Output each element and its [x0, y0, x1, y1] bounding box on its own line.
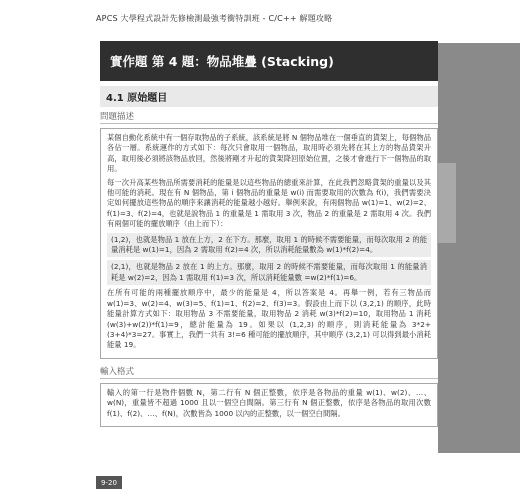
- page-content: [100, 86, 438, 427]
- example-1: (1,2)，也就是物品 1 放在上方，2 在下方。那麼，取用 1 的時候不需要能量，而每次取用 2 的能量消耗是 w(1)=1，因為 2 需取用 f(2)=4 次，所以消耗能量數為 w(1)*f(2)=4。: [107, 233, 431, 258]
- section-heading: 4.1 原始題目: [100, 86, 438, 107]
- input-format-box: [100, 383, 438, 427]
- side-tab-notch: [438, 163, 456, 243]
- problem-label: 問題描述: [100, 110, 438, 124]
- problem-paragraph-3: 在所有可能的兩種擺放順序中，最少的能量是 4，所以答案是 4。再舉一例，若有三物品而 w(1)=3、w(2)=4、w(3)=5、f(1)=1、f(2)=2、f(3)=3。假設由上而下以 (3,2,1) 的順序，此時能量計算方式如下：取用物品 3 不需要能量，取用物品 2 消耗 w(3)*f(2)=10，取用物品 1 消耗 (w(3)+w(2))*f(1)=9，總計能量為 19。如果以 (1,2,3) 的順序，則消耗能量為 3*2+(3+4)*3=27。事實上，我們一共有 3!=6 種可能的擺放順序，其中順序 (3,2,1) 可以得到最小消耗能量 19。: [107, 288, 431, 350]
- problem-paragraph-2: 每一次升高某些物品所需要消耗的能量是以這些物品的總重來計算，在此我們忽略貨架的重量以及其他可能的消耗。現在有 N 個物品，第 i 個物品的重量是 w(i) 而需要取用的次數為 f(i)，我們需要決定如何擺放這些物品的順序來讓消耗的能量越小越好。舉例來說，有兩個物品 w(1)=1、w(2)=2、f(1)=3、f(2)=4，也就是說物品 1 的重量是 1 需取用 3 次，物品 2 的重量是 2 需取用 4 次。我們有兩個可能的擺放順序（由上而下）：: [107, 177, 431, 229]
- problem-box: [100, 128, 438, 359]
- chapter-title-bar: [100, 41, 438, 81]
- chapter-title: 實作題 第 4 題：物品堆疊 (Stacking): [110, 54, 334, 69]
- running-header: APCS 大學程式設計先修檢測最強考衝特訓班 - C/C++ 解題攻略: [96, 14, 333, 23]
- page-number: 9-20: [96, 476, 122, 489]
- input-format-text: 輸入的第一行是物件個數 N，第二行有 N 個正整數，依序是各物品的重量 w(1)、w(2)、…、w(N)，重量皆不超過 1000 且以一個空白間隔。第三行有 N 個正整數，依序是各物品的取用次數 f(1)、f(2)、…、f(N)，次數皆為 1000 以內的正整數，以一個空白間隔。: [107, 387, 431, 418]
- input-format-label: 輸入格式: [100, 365, 438, 379]
- side-tab: [438, 43, 520, 453]
- example-2: (2,1)，也就是物品 2 放在 1 的上方。那麼，取用 2 的時候不需要能量，而每次取用 1 的能量消耗是 w(2)=2，因為 1 需取用 f(1)=3 次，所以消耗能量數 =w(2)*f(1)=6。: [107, 260, 431, 285]
- problem-paragraph-1: 某個自動化系統中有一個存取物品的子系統，該系統是將 N 個物品堆在一個垂直的貨架上，每個物品各佔一層。系統運作的方式如下：每次只會取用一個物品，取用時必須先將在其上方的物品貨架升高，取用後必須將該物品放回，然後將剛才升起的貨架降回原始位置，之後才會進行下一個物品的取用。: [107, 133, 431, 174]
